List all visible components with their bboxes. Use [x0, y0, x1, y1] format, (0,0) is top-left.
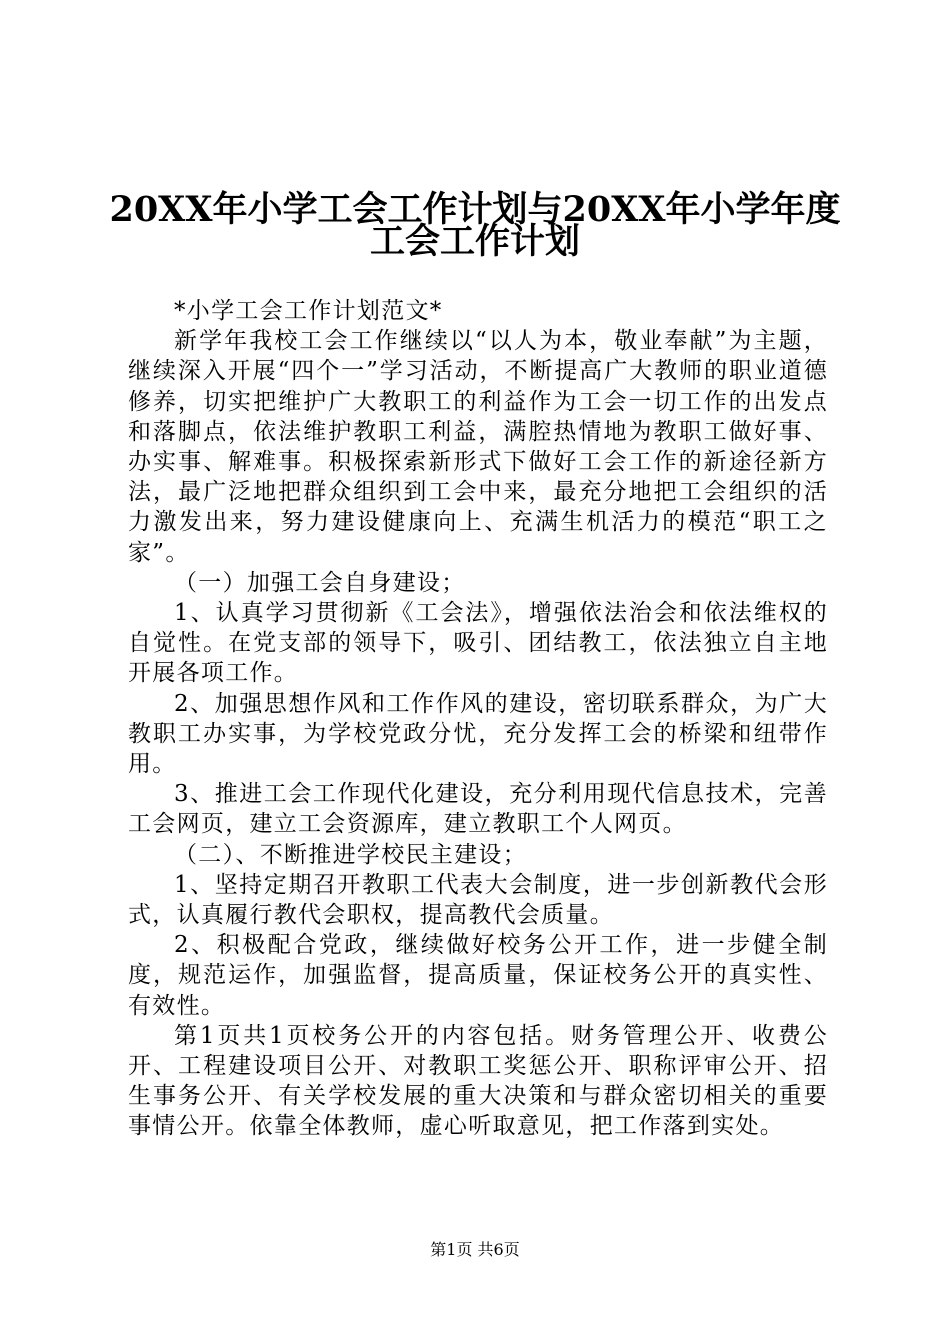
paragraph-section-1-item-2: 2、加强思想作风和工作作风的建设，密切联系群众，为广大教职工办实事，为学校党政分忧，充分发挥工会的桥梁和纽带作用。	[128, 690, 828, 778]
document-body	[128, 296, 828, 1142]
document-title-line-1: 20XX年小学工会工作计划与20XX年小学年度	[109, 189, 841, 230]
paragraph-section-1-item-1: 1、认真学习贯彻新《工会法》，增强依法治会和依法维权的自觉性。在党支部的领导下，吸引、团结教工，依法独立自主地开展各项工作。	[128, 600, 828, 687]
paragraph-section-2-item-1: 1、坚持定期召开教职工代表大会制度，进一步创新教代会形式，认真履行教代会职权，提高教代会质量。	[128, 871, 828, 929]
page-footer	[0, 1240, 950, 1260]
paragraph-subtitle: *小学工会工作计划范文*	[174, 298, 443, 324]
paragraph-section-2-heading: （二）、不断推进学校民主建设；	[174, 841, 527, 868]
paragraph-section-2-item-2: 2、积极配合党政，继续做好校务公开工作，进一步健全制度，规范运作，加强监督，提高质量，保证校务公开的真实性、有效性。	[128, 932, 828, 1019]
document-title-line-2: 工会工作计划	[369, 221, 580, 262]
page-number: 第1页	[430, 1240, 473, 1259]
page-total: 共6页	[477, 1240, 520, 1259]
paragraph-section-1-heading: （一）加强工会自身建设；	[174, 569, 466, 596]
paragraph-section-1-item-3: 3、推进工会工作现代化建设，充分利用现代信息技术，完善工会网页，建立工会资源库，建立教职工个人网页。	[128, 781, 828, 838]
paragraph-intro: 新学年我校工会工作继续以“以人为本，敬业奉献”为主题，继续深入开展“四个一”学习活动，不断提高广大教师的职业道德修养，切实把维护广大教职工的利益作为工会一切工作的出发点和落脚点，依法维护教职工利益，满腔热情地为教职工做好事、办实事、解难事。积极探索新形式下做好工会工作的新途径新方法，最广泛地把群众组织到工会中来，最充分地把工会组织的活力激发出来，努力建设健康向上、充满生机活力的模范“职工之家”。	[128, 328, 828, 566]
paragraph-disclosure-content: 第1页共1页校务公开的内容包括。财务管理公开、收费公开、工程建设项目公开、对教职工奖惩公开、职称评审公开、招生事务公开、有关学校发展的重大决策和与群众密切相关的重要事情公开。依靠全体教师，虚心听取意见，把工作落到实处。	[128, 1022, 828, 1140]
